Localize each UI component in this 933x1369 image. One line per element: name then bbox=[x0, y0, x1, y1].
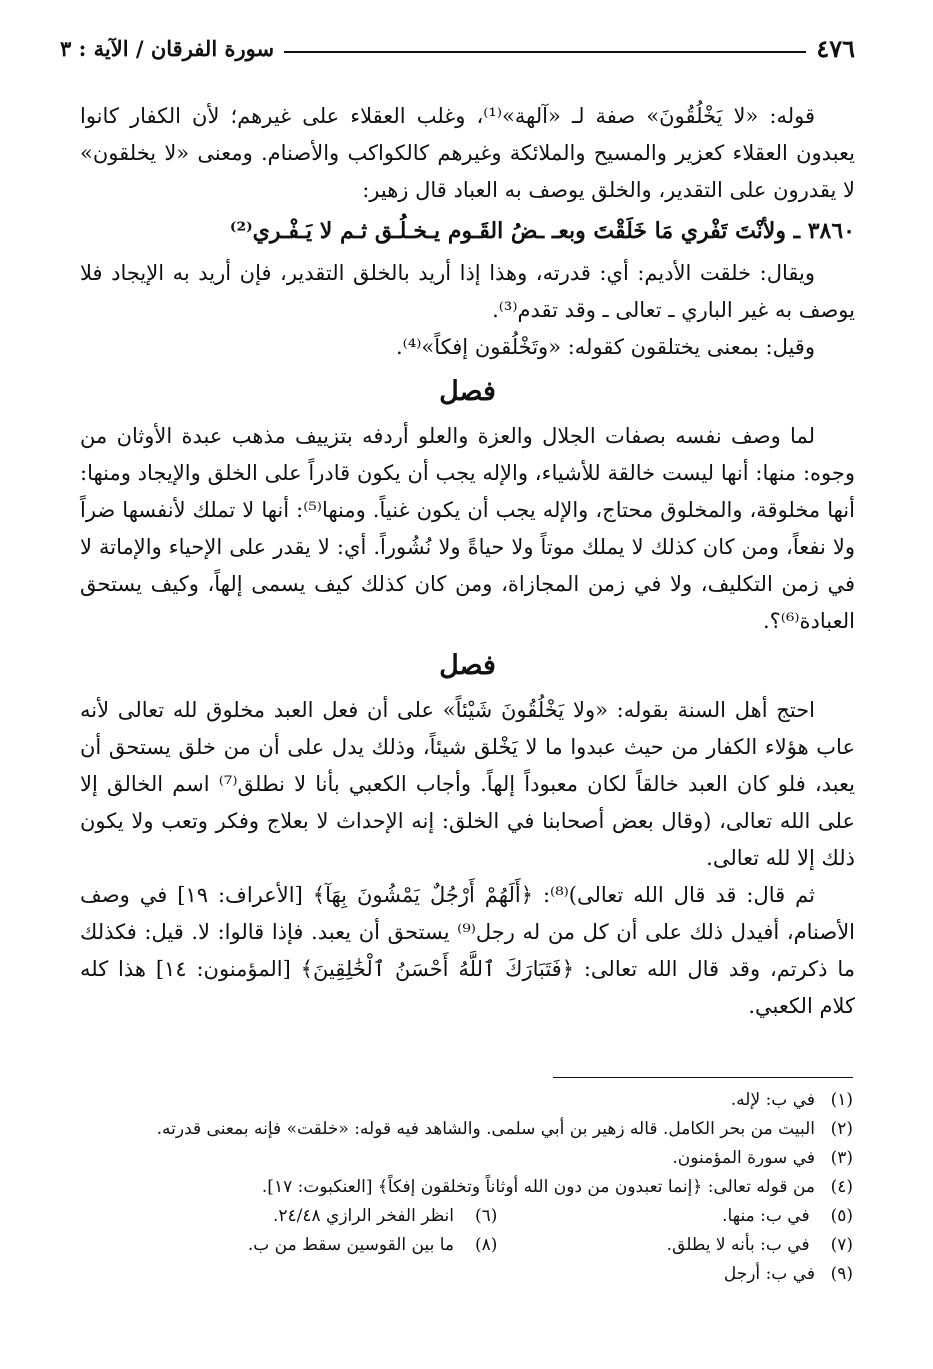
footnote-pair bbox=[80, 1231, 853, 1260]
footnote-number: (٩) bbox=[830, 1264, 853, 1284]
paragraph-ihtajja: احتج أهل السنة بقوله: «ولا يَخْلُقُونَ شَيْئاً» على أن فعل العبد مخلوق لله تعالى لأنه عاب هؤلاء الكفار من حيث عبدوا ما لا يَخْلق شيئاً، وذلك يدل على أن من خلق يستحق أن يعبد، فلو كان العبد خالقاً لكان معبوداً إلهاً. وأجاب الكعبي بأنا لا نطلق⁽⁷⁾ اسم الخالق إلا على الله تعالى، (وقال بعض أصحابنا في الخلق: إنه الإحداث لا بعلاج وفكر وتعب ولا يكون ذلك إلا لله تعالى. bbox=[80, 698, 855, 870]
footnote-item bbox=[497, 1202, 853, 1231]
paragraph-yuqal: ويقال: خلقت الأديم: أي: قدرته، وهذا إذا أريد بالخلق التقدير، فإن أريد به الإيجاد فلا يوصف به غير الباري ـ تعالى ـ وقد تقدم⁽³⁾. bbox=[80, 261, 855, 322]
footnote-number: (٢) bbox=[830, 1119, 853, 1139]
footnote-text: في ب: أرجل bbox=[723, 1264, 815, 1284]
footnote-number: (٦) bbox=[475, 1206, 498, 1226]
footnote-text: انظر الفخر الرازي ٢٤/٤٨. bbox=[272, 1206, 455, 1226]
footnote-text: البيت من بحر الكامل. قاله زهير بن أبي سلمى. والشاهد فيه قوله: «خلقت» فإنه بمعنى قدرته. bbox=[156, 1119, 815, 1139]
footnote-item bbox=[142, 1202, 498, 1231]
footnote-item bbox=[80, 1086, 853, 1115]
paragraph-thumma-qala: ثم قال: قد قال الله تعالى)⁽⁸⁾: ﴿أَلَهُمْ أَرْجُلٌ يَمْشُونَ بِهَآ﴾ [الأعراف: ١٩] في وصف الأصنام، أفيدل ذلك على أن كل من له رجل⁽⁹⁾ يستحق أن يعبد. فإذا قالوا: لا. قيل: فكذلك ما ذكرتم، وقد قال الله تعالى: ﴿فَتَبَارَكَ ٱللَّهُ أَحْسَنُ ٱلْخَٰلِقِينَ﴾ [المؤمنون: ١٤] هذا كله كلام الكعبي. bbox=[80, 883, 855, 1018]
paragraph-qila: وقيل: بمعنى يختلقون كقوله: «وتَخْلُقون إفكاً»⁽⁴⁾. bbox=[396, 335, 815, 359]
page-number: ٤٧٦ bbox=[816, 33, 855, 63]
footnote-text: في ب: منها. bbox=[722, 1206, 810, 1226]
footnote-item bbox=[497, 1231, 853, 1260]
footnote-number: (١) bbox=[830, 1090, 853, 1110]
poem-verse: ٣٨٦٠ ـ ولأنْتَ تَفْري مَا خَلَقْتَ وبعـ ـضُ القَـوم يـخـلُـق ثـم لا يَـفْـري⁽²⁾ bbox=[229, 218, 855, 244]
page-header bbox=[60, 28, 855, 68]
footnote-text: ما بين القوسين سقط من ب. bbox=[247, 1235, 455, 1255]
footnote-number: (٧) bbox=[830, 1235, 853, 1255]
footnote-item bbox=[80, 1144, 853, 1173]
paragraph-lamma-wasafa: لما وصف نفسه بصفات الجلال والعزة والعلو أردفه بتزييف مذهب عبدة الأوثان من وجوه: منها: أنها ليست خالقة للأشياء، والإله يجب أن يكون قادراً على الخلق والإيجاد ومنها: أنها مخلوقة، والمخلوق محتاج، والإله يجب أن يكون غنياً. ومنها⁽⁵⁾: أنها لا تملك لأنفسها ضراً ولا نفعاً، ومن كان كذلك لا يملك موتاً ولا حياةً ولا نُشُوراً. أي: لا يقدر على الإحياء والإماتة لا في زمن التكليف، ولا في زمن المجازاة، ومن كان كذلك كيف يسمى إلهاً، وكيف يستحق العبادة⁽⁶⁾؟. bbox=[80, 424, 855, 633]
footnote-pair bbox=[80, 1202, 853, 1231]
footnote-number: (٨) bbox=[475, 1235, 498, 1255]
footnote-number: (٤) bbox=[830, 1177, 853, 1197]
footnote-item bbox=[80, 1173, 853, 1202]
footnote-text: في ب: لإله. bbox=[730, 1090, 815, 1110]
footnote-item bbox=[80, 1115, 853, 1144]
footnote-text: في ب: بأنه لا يطلق. bbox=[666, 1235, 810, 1255]
surah-title: سورة الفرقان / الآية : ٣ bbox=[60, 35, 275, 61]
footnote-number: (٥) bbox=[830, 1206, 853, 1226]
section-heading-fasl: فصل bbox=[439, 376, 496, 407]
footnotes bbox=[80, 1086, 853, 1289]
section-heading-fasl: فصل bbox=[439, 650, 496, 681]
footnote-item bbox=[80, 1260, 853, 1289]
paragraph-qawluhu: قوله: «لا يَخْلُقُونَ» صفة لـ «آلهة»⁽¹⁾، وغلب العقلاء على غيرهم؛ لأن الكفار كانوا يعبدون العقلاء كعزير والمسيح والملائكة وغيرهم كالكواكب والأصنام. ومعنى «لا يخلقون» لا يقدرون على التقدير، والخلق يوصف به العباد قال زهير: bbox=[80, 104, 855, 202]
footnote-text: من قوله تعالى: ﴿إنما تعبدون من دون الله أوثاناً وتخلقون إفكاً﴾ [العنكبوت: ١٧]. bbox=[261, 1177, 815, 1197]
footnote-text: في سورة المؤمنون. bbox=[672, 1148, 815, 1168]
footnote-item bbox=[142, 1231, 498, 1260]
footnote-separator bbox=[553, 1077, 853, 1078]
footnote-number: (٣) bbox=[830, 1148, 853, 1168]
main-text bbox=[80, 98, 855, 1025]
header-rule bbox=[284, 51, 806, 53]
